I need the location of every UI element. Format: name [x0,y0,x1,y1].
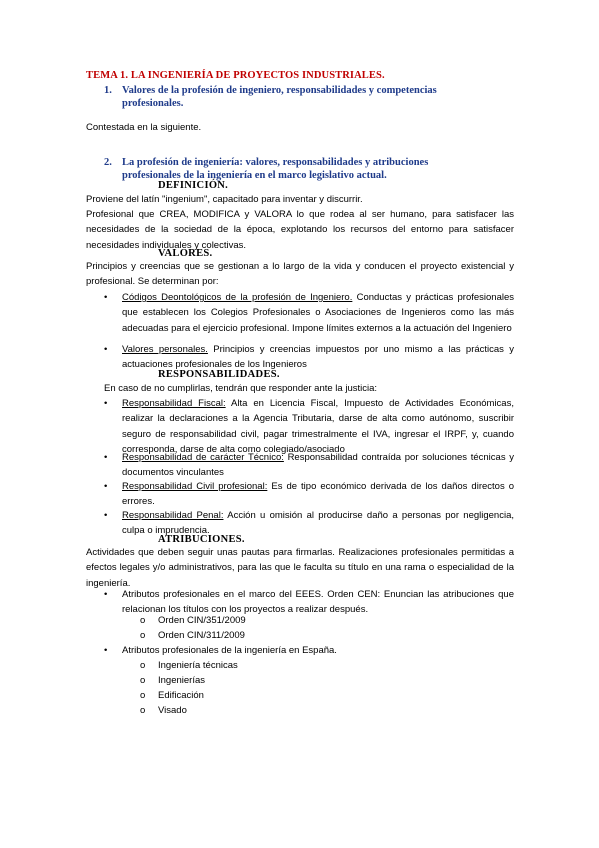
responsabilidad-item-3-text: Es de tipo económico derivada de los daños directos o errores. [122,481,514,508]
atribuciones-item-1-sub-2: Orden CIN/311/2009 [158,630,245,641]
document-title: TEMA 1. LA INGENIERÍA DE PROYECTOS INDUSTRIALES. [86,70,385,81]
sub-bullet-icon: o [140,690,146,701]
responsabilidad-item-4-label: Responsabilidad Penal: [122,510,224,521]
atribuciones-item-2-sub-1: Ingeniería técnicas [158,660,238,671]
section-2-number: 2. [104,157,112,168]
bullet-icon: • [104,344,108,355]
atribuciones-item-1: Atributos profesionales en el marco del EEES. Orden CEN: Enuncian las atribuciones que relacionan los títulos con los proyectos a realizar después. [122,589,514,616]
responsabilidad-item-3-label: Responsabilidad Civil profesional: [122,481,268,492]
atribuciones-item-2-sub-2: Ingenierías [158,675,206,686]
bullet-icon: • [104,452,108,463]
bullet-icon: • [104,645,108,656]
responsabilidad-item-2 [122,450,514,481]
section-1-title-line2: profesionales. [122,98,184,109]
atribuciones-item-2-sub-3: Edificación [158,690,204,701]
atribuciones-paragraph: Actividades que deben seguir unas pautas para firmarlas. Realizaciones profesionales permitidas a efectos legales y/o administrativos, para las que le faculta su título en una rama o especialidad de la ingeniería. [86,547,514,589]
valores-heading: VALORES. [158,248,213,259]
section-2-title-line2: profesionales de la ingeniería en el marco legislativo actual. [122,170,387,181]
definicion-heading: DEFINICIÓN. [158,180,229,191]
responsabilidad-item-1 [122,396,514,457]
responsabilidad-item-1-label: Responsabilidad Fiscal: [122,398,226,409]
bullet-icon: • [104,398,108,409]
responsabilidades-intro: En caso de no cumplirlas, tendrán que responder ante la justicia: [104,383,378,394]
sub-bullet-icon: o [140,675,146,686]
sub-bullet-icon: o [140,660,146,671]
valores-item-1 [122,290,514,336]
responsabilidad-item-1-text: Alta en Licencia Fiscal, Impuesto de Actividades Económicas, realizar la declaraciones a la Agencia Tributaria, darse de alta como autónomo, suscribir seguro de responsabilidad civil, pagar trimestralmente el IVA, ingresar el IRPF, y, cuando corresponda, darse de alta como colegiado/asociado [122,398,514,455]
sub-bullet-icon: o [140,615,146,626]
responsabilidad-item-4-text: Acción u omisión al producirse daño a personas por negligencia, culpa o imprudencia. [122,510,514,537]
bullet-icon: • [104,292,108,303]
responsabilidad-item-3 [122,479,514,510]
atribuciones-heading: ATRIBUCIONES. [158,534,245,545]
bullet-icon: • [104,589,108,600]
valores-item-2-text: Principios y creencias impuestos por uno mismo a las prácticas y actuaciones profesionales de los Ingenieros [122,344,514,371]
definicion-origin: Proviene del latín "ingenium", capacitado para inventar y discurrir. [86,194,363,205]
sub-bullet-icon: o [140,705,146,716]
valores-item-2-label: Valores personales. [122,344,208,355]
atribuciones-item-2: Atributos profesionales de la ingeniería en España. [122,645,337,656]
section-1-number: 1. [104,85,112,96]
section-1-heading [104,84,534,112]
section-1-title-line1: Valores de la profesión de ingeniero, responsabilidades y competencias [122,85,437,96]
responsabilidad-item-2-label: Responsabilidad de carácter Técnico: [122,452,284,463]
valores-paragraph: Principios y creencias que se gestionan a lo largo de la vida y conducen el proyecto existencial y profesional. Se determinan por: [86,261,514,288]
answered-note: Contestada en la siguiente. [86,122,202,133]
sub-bullet-icon: o [140,630,146,641]
atribuciones-item-2-sub-4: Visado [158,705,187,716]
definicion-paragraph: Profesional que CREA, MODIFICA y VALORA lo que rodea al ser humano, para satisfacer las necesidades de la sociedad de la época, explotando los recursos del entorno para satisfacer necesidades individuales y colectivas. [86,209,514,251]
responsabilidades-heading: RESPONSABILIDADES. [158,369,280,380]
valores-item-1-text: Conductas y prácticas profesionales que establecen los Colegios Profesionales o Asociaciones de Ingenieros como las más adecuadas para el ejercicio profesional. Impone límites externos a la actuación del Ingeniero [122,292,515,334]
responsabilidad-item-2-text: Responsabilidad contraída por soluciones técnicas y documentos vinculantes [122,452,514,479]
valores-item-2 [122,342,514,373]
atribuciones-item-1-sub-1: Orden CIN/351/2009 [158,615,246,626]
section-2-title-line1: La profesión de ingeniería: valores, responsabilidades y atribuciones [122,157,429,168]
valores-item-1-label: Códigos Deontológicos de la profesión de Ingeniero. [122,292,353,303]
bullet-icon: • [104,481,108,492]
bullet-icon: • [104,510,108,521]
